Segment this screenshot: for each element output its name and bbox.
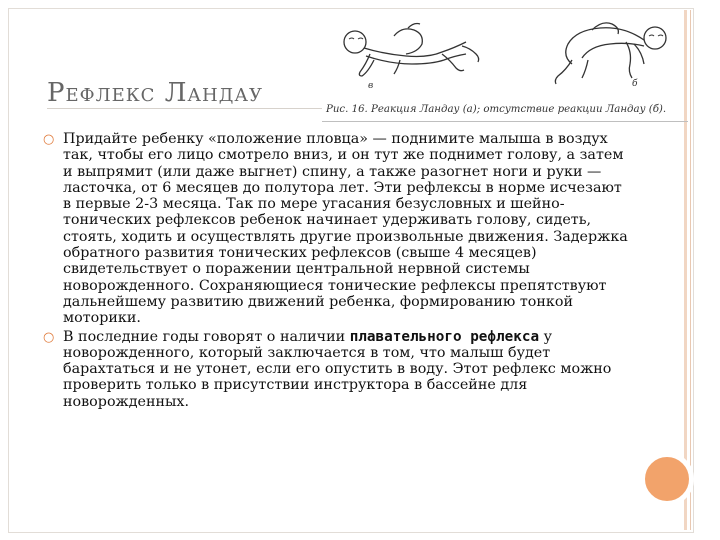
hollow-circle-bullet-icon: ○: [43, 329, 55, 345]
bullet-text-2: [63, 329, 633, 410]
infant-figure-b: [555, 23, 666, 84]
bullet-list: [43, 131, 633, 412]
figure-caption: Рис. 16. Реакция Ландау (а); отсутствие реакции Ландау (б).: [326, 104, 667, 115]
bullet-text-2-after: у новорожденного, который заключается в том, что малыш будет барахтаться и не утонет, если его опустить в воду. Этот рефлекс можно проверить только в присутствии инструктора в бассейне для новорожденных.: [63, 328, 612, 410]
decorative-orange-circle: [640, 452, 694, 506]
bullet-text-1: Придайте ребенку «положение пловца» — поднимите малыша в воздух так, чтобы его лицо смотрело вниз, и он тут же поднимет голову, а затем и выпрямит (или даже выгнет) спину, а также разогнет ноги и руки — ласточка, от 6 месяцев до полутора лет. Эти рефлексы в норме исчезают в первые 2-3 месяца. Так по мере угасания безусловных и шейно-тонических рефлексов ребенок начинает удерживать голову, сидеть, стоять, ходить и осуществлять другие произвольные движения. Задержка обратного развития тонических рефлексов (свыше 4 месяцев) свидетельствует о поражении центральной нервной системы новорожденного. Сохраняющиеся тонические рефлексы препятствуют дальнейшему развитию движений ребенка, формированию тонкой моторики.: [63, 131, 628, 327]
figure-label-a: в: [368, 81, 374, 91]
bullet-text-2-before: В последние годы говорят о наличии: [63, 328, 350, 345]
hollow-circle-bullet-icon: ○: [43, 132, 55, 147]
bullet-item-1: [43, 131, 633, 327]
title-underline: [47, 108, 322, 109]
swimming-reflex-term: плавательного рефлекса: [349, 328, 540, 345]
infant-figure-a: [344, 24, 479, 77]
slide-title: Рефлекс Ландау: [47, 78, 264, 108]
bullet-item-2: [43, 329, 633, 410]
caption-rule: [322, 121, 688, 122]
figure-label-b: б: [632, 79, 638, 89]
right-decorative-rule-thin: [690, 10, 691, 530]
landau-reflex-illustration: [330, 10, 690, 98]
